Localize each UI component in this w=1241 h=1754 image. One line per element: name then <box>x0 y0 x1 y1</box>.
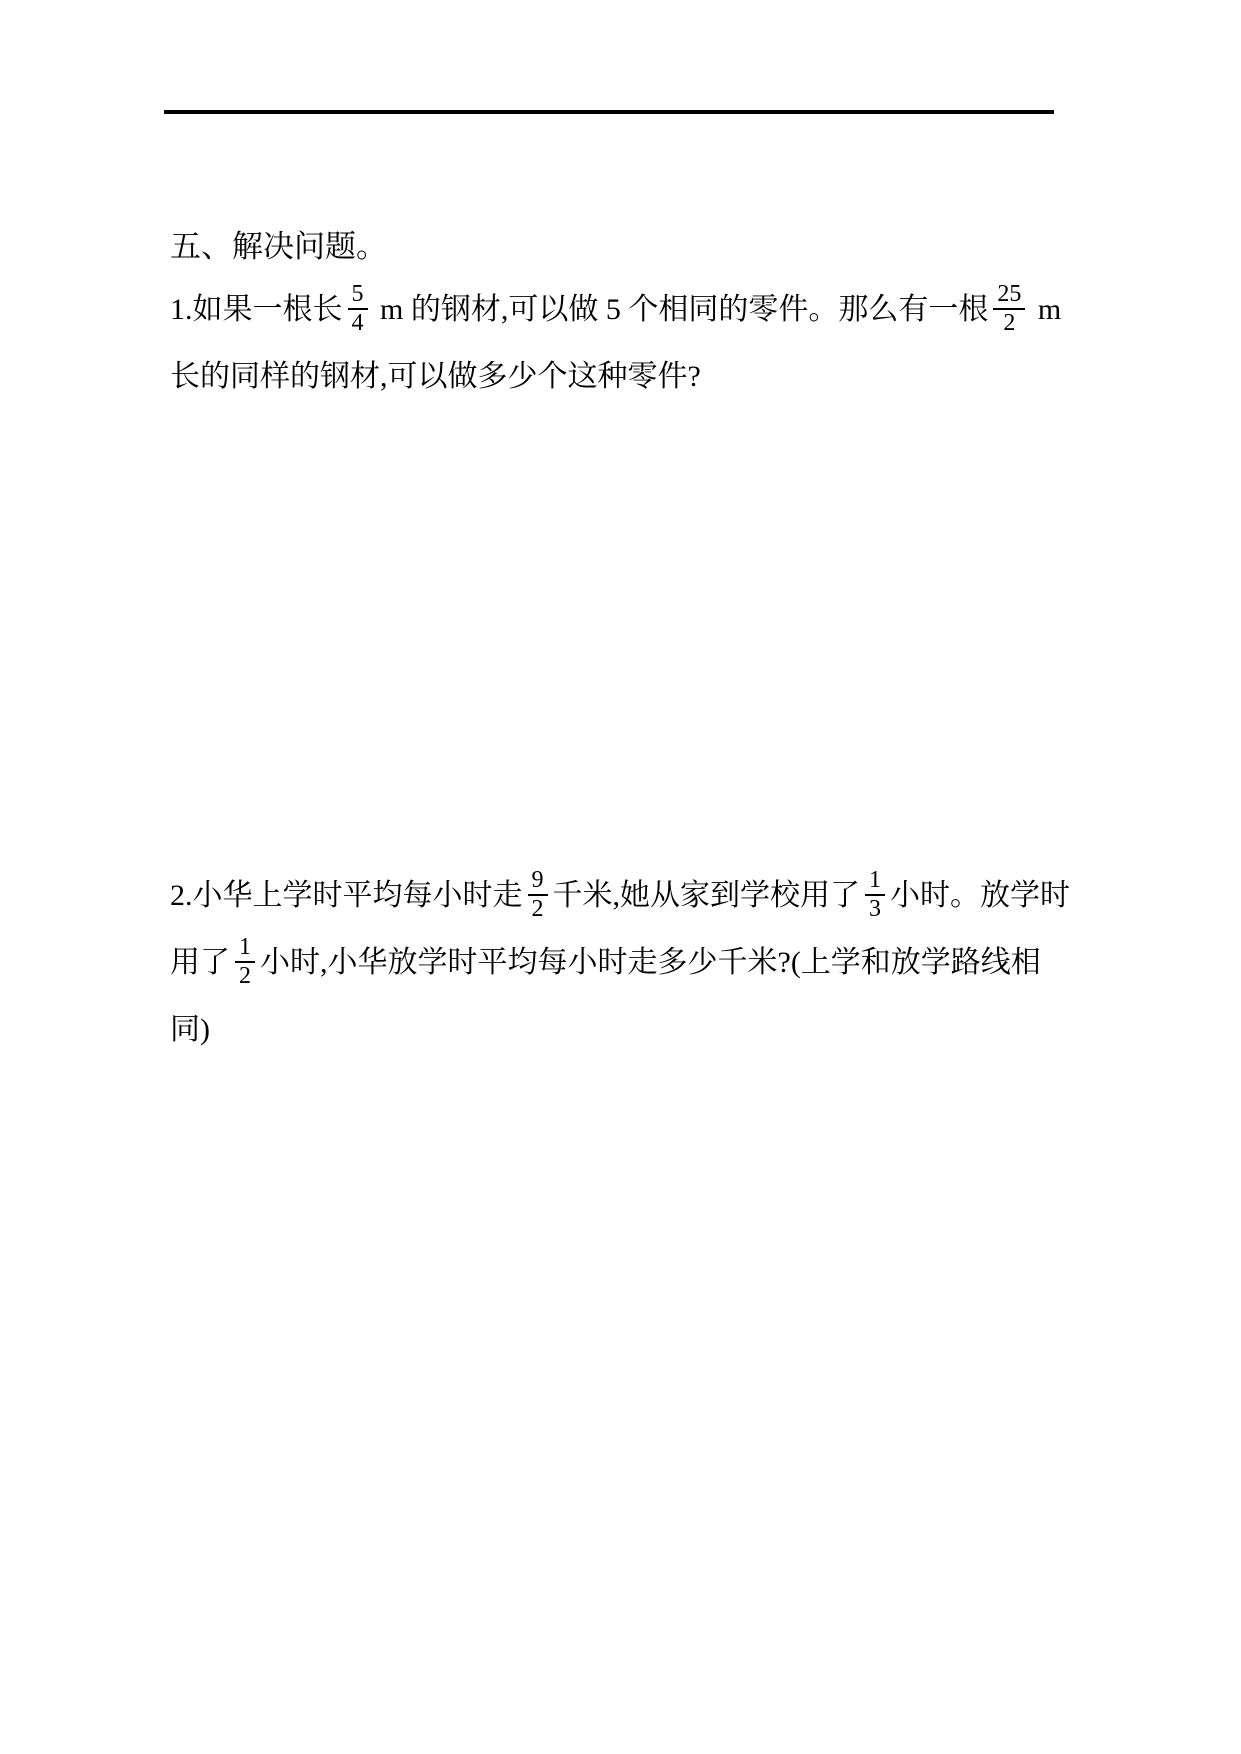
problem-2-line-1 <box>170 862 1070 929</box>
fraction-denominator: 4 <box>351 310 364 337</box>
problem-2-line-3 <box>170 996 1065 1063</box>
fraction-9-2 <box>528 867 548 923</box>
problem-1 <box>170 276 1065 410</box>
text-segment: 小时。放学时 <box>890 879 1070 912</box>
text-segment: 小时,小华放学时平均每小时走多少千米?(上学和放学路线相 <box>260 946 1041 979</box>
text-segment: 用了 <box>170 946 230 979</box>
problem-2-line-2 <box>170 929 1065 996</box>
fraction-1-2 <box>235 934 255 990</box>
fraction-25-2 <box>993 281 1025 337</box>
top-rule <box>164 110 1054 114</box>
fraction-5-4 <box>348 281 368 337</box>
section-heading: 五、解决问题。 <box>170 229 387 264</box>
problem-1-line-2 <box>170 343 1065 410</box>
fraction-numerator: 5 <box>348 281 368 310</box>
fraction-1-3 <box>865 867 885 923</box>
problem-2 <box>170 862 1070 1063</box>
text-segment: m 的钢材,可以做 5 个相同的零件。那么有一根 <box>372 293 989 326</box>
text-segment: 2.小华上学时平均每小时走 <box>170 879 523 912</box>
text-segment: 同) <box>170 1013 210 1046</box>
problem-1-line-1 <box>170 276 1065 343</box>
text-segment: m <box>1030 293 1062 326</box>
text-segment: 1.如果一根长 <box>170 293 343 326</box>
fraction-numerator: 1 <box>235 934 255 963</box>
text-segment: 长的同样的钢材,可以做多少个这种零件? <box>170 360 701 393</box>
fraction-numerator: 9 <box>528 867 548 896</box>
fraction-numerator: 25 <box>993 281 1025 310</box>
fraction-numerator: 1 <box>865 867 885 896</box>
fraction-denominator: 2 <box>531 896 544 923</box>
fraction-denominator: 2 <box>239 963 251 990</box>
text-segment: 千米,她从家到学校用了 <box>552 879 860 912</box>
fraction-denominator: 2 <box>1003 310 1016 337</box>
fraction-denominator: 3 <box>869 896 881 923</box>
